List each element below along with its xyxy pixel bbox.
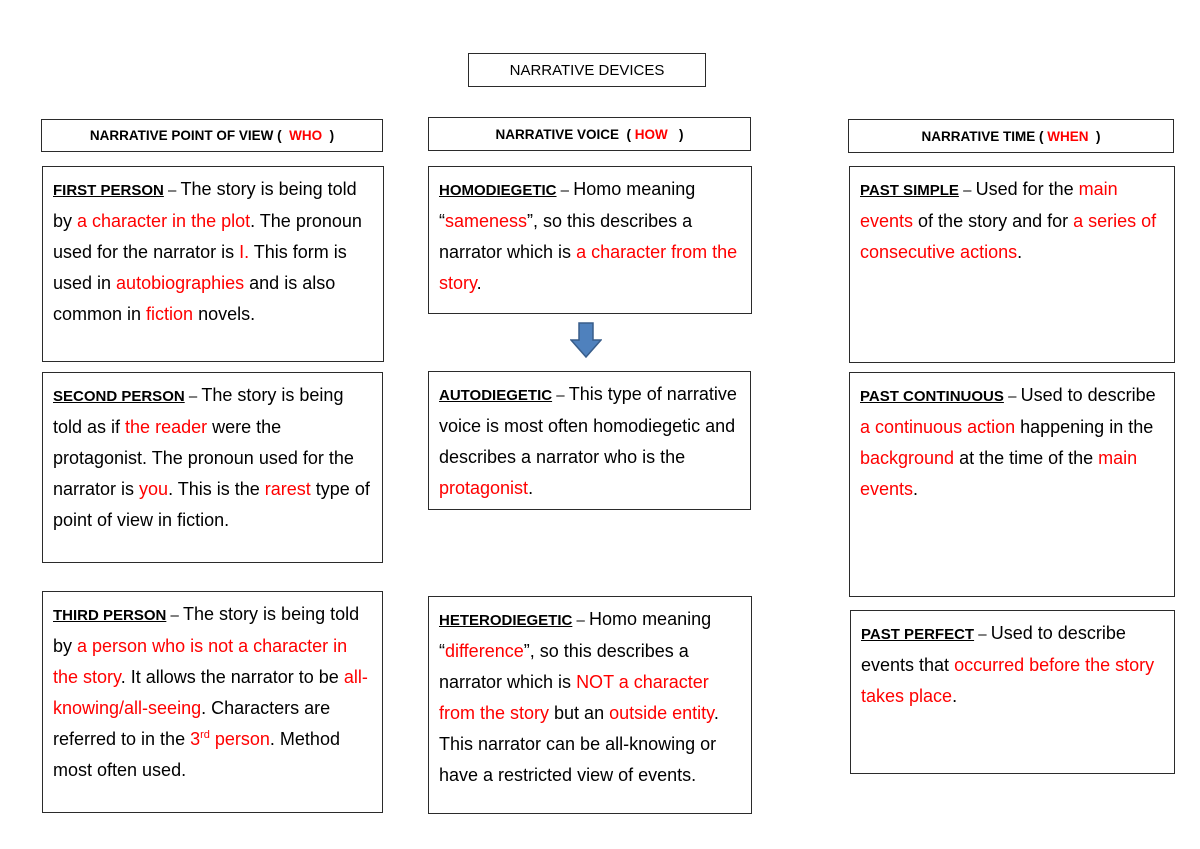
second-person-box <box>42 372 383 563</box>
text: . <box>1017 242 1023 262</box>
header-narrative-voice <box>428 117 751 151</box>
highlight-text: all-knowing/all-seeing <box>53 667 368 718</box>
highlight-text: I. <box>239 242 250 262</box>
third-person-box <box>42 591 383 813</box>
dash: – <box>1003 388 1021 405</box>
text: . This narrator can be all-knowing or have a restricted view of events. <box>439 703 719 785</box>
text: The story is being told by <box>53 604 360 656</box>
highlight-text: you <box>139 479 169 499</box>
header-close: ) <box>1096 128 1101 144</box>
header-keyword: WHEN <box>1047 128 1089 144</box>
highlight-text: outside entity <box>609 703 714 723</box>
dash: – <box>552 387 569 404</box>
term-autodiegetic: AUTODIEGETIC <box>439 387 553 404</box>
text: Used to describe events that <box>861 623 1126 675</box>
highlight-text: occurred before the story takes place <box>861 655 1155 706</box>
dash: – <box>163 182 181 199</box>
past-simple-box <box>849 166 1175 363</box>
past-continuous-box <box>849 372 1175 597</box>
header-keyword: HOW <box>634 126 668 142</box>
dash: – <box>166 607 184 624</box>
highlight-text: 3 <box>190 729 201 749</box>
text: at the time of the <box>954 448 1099 468</box>
text: Used for the <box>975 179 1079 199</box>
autodiegetic-box <box>428 371 751 510</box>
text: novels. <box>193 304 256 324</box>
text: . <box>913 479 919 499</box>
highlight-text: a person who is not a character in the story <box>53 636 348 687</box>
text: and is also common in <box>53 273 336 324</box>
text: . Method most often used. <box>53 729 340 780</box>
text: The story is being told by <box>53 179 357 231</box>
text: Homo meaning “ <box>439 179 696 231</box>
term-past-perfect: PAST PERFECT <box>861 626 975 643</box>
term-homodiegetic: HOMODIEGETIC <box>439 182 557 199</box>
header-point-of-view <box>41 119 383 152</box>
text: This type of narrative voice is most often homodiegetic and describes a narrator who is the <box>439 384 737 467</box>
text: happening in the <box>1015 417 1154 437</box>
text: Used to describe <box>1020 385 1156 405</box>
header-keyword: WHO <box>289 128 323 143</box>
highlight-text: a continuous action <box>860 417 1016 437</box>
term-first-person: FIRST PERSON <box>53 182 164 199</box>
term-third-person: THIRD PERSON <box>53 607 167 624</box>
text: . <box>528 478 534 498</box>
text: Homo meaning “ <box>439 609 712 661</box>
text: . <box>952 686 958 706</box>
text: of the story and for <box>913 211 1074 231</box>
highlight-text: NOT a character from the story <box>439 672 709 723</box>
homodiegetic-box <box>428 166 752 314</box>
text: . <box>476 273 482 293</box>
highlight-text: rarest <box>264 479 311 499</box>
dash: – <box>556 182 574 199</box>
text: were the protagonist. The pronoun used for the narrator is <box>53 417 354 499</box>
highlight-text: main events <box>860 448 1138 499</box>
highlight-text: protagonist <box>439 478 529 498</box>
highlight-text: autobiographies <box>116 273 245 293</box>
dash: – <box>974 626 991 643</box>
highlight-text: a character in the plot <box>77 211 251 231</box>
header-narrative-time <box>848 119 1174 153</box>
term-second-person: SECOND PERSON <box>53 388 185 405</box>
down-arrow-icon <box>570 322 602 358</box>
page-title-text: NARRATIVE DEVICES <box>509 61 665 79</box>
dash: – <box>184 388 202 405</box>
first-person-box <box>42 166 384 362</box>
text: This form is used in <box>53 242 347 293</box>
highlight-text: fiction <box>146 304 194 324</box>
text: . The pronoun used for the narrator is <box>53 211 362 262</box>
text: ”, so this describes a narrator which is <box>439 211 693 262</box>
text: type of point of view in fiction. <box>53 479 370 530</box>
text: . Characters are referred to in the <box>53 698 331 749</box>
heterodiegetic-box <box>428 596 752 814</box>
term-past-continuous: PAST CONTINUOUS <box>860 388 1004 405</box>
highlight-text: a character from the story <box>439 242 738 293</box>
header-label: NARRATIVE TIME ( <box>921 128 1044 144</box>
header-label: NARRATIVE POINT OF VIEW ( <box>89 128 282 143</box>
text: The story is being told as if <box>53 385 344 437</box>
highlight-text: difference <box>445 641 524 661</box>
dash: – <box>958 182 976 199</box>
highlight-text: person <box>209 729 270 749</box>
dash: – <box>572 612 590 629</box>
text: ”, so this describes a narrator which is <box>439 641 689 692</box>
past-perfect-box <box>850 610 1175 774</box>
highlight-text: main events <box>860 179 1118 231</box>
header-label: NARRATIVE VOICE ( <box>495 126 631 142</box>
term-past-simple: PAST SIMPLE <box>860 182 959 199</box>
header-close: ) <box>679 126 684 142</box>
text: . It allows the narrator to be <box>120 667 344 687</box>
page-title <box>468 53 706 87</box>
text: but an <box>549 703 610 723</box>
header-close: ) <box>329 128 335 143</box>
highlight-text: background <box>860 448 955 468</box>
text: . This is the <box>168 479 265 499</box>
highlight-text: sameness <box>445 211 528 231</box>
highlight-text: a series of consecutive actions <box>860 211 1157 262</box>
term-heterodiegetic: HETERODIEGETIC <box>439 612 573 629</box>
superscript: rd <box>200 729 210 741</box>
highlight-text: the reader <box>125 417 208 437</box>
